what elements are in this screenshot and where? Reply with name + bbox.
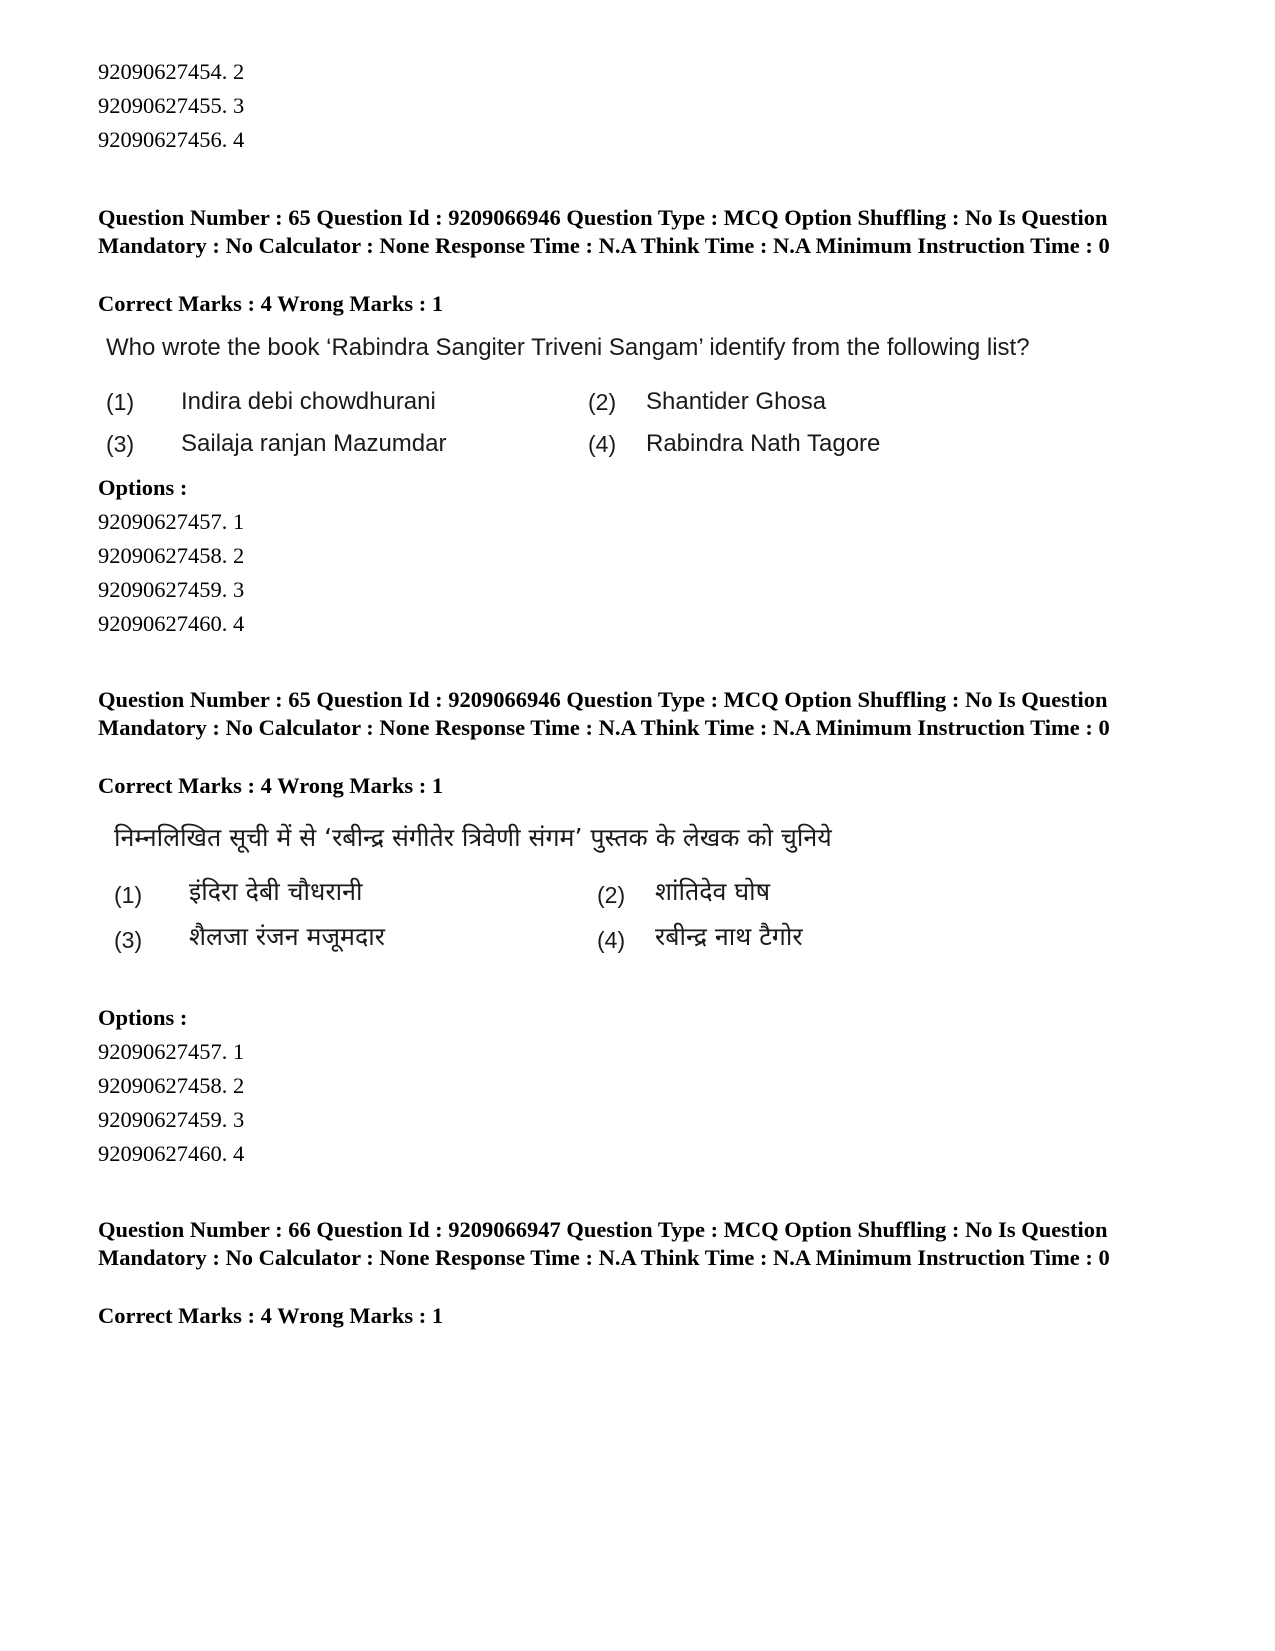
option-line: 92090627460. 4 xyxy=(98,611,245,636)
option-line: 92090627454. 2 xyxy=(98,59,245,84)
question-meta: Question Number : 65 Question Id : 9209066946 Question Type : MCQ Option Shuffling : No Is Question Mandatory : No Calculator : None Response Time : N.A Think Time : N.A Minimum Instruction Time : 0 xyxy=(98,205,1110,258)
marks-line: Correct Marks : 4 Wrong Marks : 1 xyxy=(98,1303,444,1328)
option-line: 92090627457. 1 xyxy=(98,509,245,534)
option-line: 92090627459. 3 xyxy=(98,1107,245,1132)
question-text: निम्नलिखित सूची में से ‘रबीन्द्र संगीतेर त्रिवेणी संगम’ पुस्तक के लेखक को चुनिये xyxy=(114,823,832,852)
question-meta: Question Number : 66 Question Id : 9209066947 Question Type : MCQ Option Shuffling : No Is Question Mandatory : No Calculator : None Response Time : N.A Think Time : N.A Minimum Instruction Time : 0 xyxy=(98,1217,1110,1270)
choice-text: Shantider Ghosa xyxy=(646,388,827,415)
choice-text: रबीन्द्र नाथ टैगोर xyxy=(655,922,803,951)
option-line: 92090627455. 3 xyxy=(98,93,245,118)
choice-text: Rabindra Nath Tagore xyxy=(646,430,881,457)
options-label: Options : xyxy=(98,475,188,500)
option-line: 92090627459. 3 xyxy=(98,577,245,602)
choice-number: (4) xyxy=(588,431,617,457)
marks-line: Correct Marks : 4 Wrong Marks : 1 xyxy=(98,773,444,798)
question-text: Who wrote the book ‘Rabindra Sangiter Triveni Sangam’ identify from the following list? xyxy=(106,334,1030,361)
choice-text: शैलजा रंजन मजूमदार xyxy=(189,922,385,951)
options-label: Options : xyxy=(98,1005,188,1030)
choice-text: इंदिरा देबी चौधरानी xyxy=(189,877,363,906)
choice-number: (4) xyxy=(597,927,626,953)
choice-number: (2) xyxy=(597,882,626,908)
question-meta: Question Number : 65 Question Id : 9209066946 Question Type : MCQ Option Shuffling : No Is Question Mandatory : No Calculator : None Response Time : N.A Think Time : N.A Minimum Instruction Time : 0 xyxy=(98,687,1110,740)
option-line: 92090627460. 4 xyxy=(98,1141,245,1166)
option-line: 92090627457. 1 xyxy=(98,1039,245,1064)
choice-text: Indira debi chowdhurani xyxy=(181,388,436,415)
choice-text: शांतिदेव घोष xyxy=(655,877,771,906)
choice-text: Sailaja ranjan Mazumdar xyxy=(181,430,447,457)
option-line: 92090627458. 2 xyxy=(98,1073,245,1098)
marks-line: Correct Marks : 4 Wrong Marks : 1 xyxy=(98,291,444,316)
option-line: 92090627456. 4 xyxy=(98,127,245,152)
choice-number: (3) xyxy=(106,431,135,457)
choice-number: (3) xyxy=(114,927,143,953)
option-line: 92090627458. 2 xyxy=(98,543,245,568)
choice-number: (1) xyxy=(114,882,143,908)
choice-number: (2) xyxy=(588,389,617,415)
choice-number: (1) xyxy=(106,389,135,415)
